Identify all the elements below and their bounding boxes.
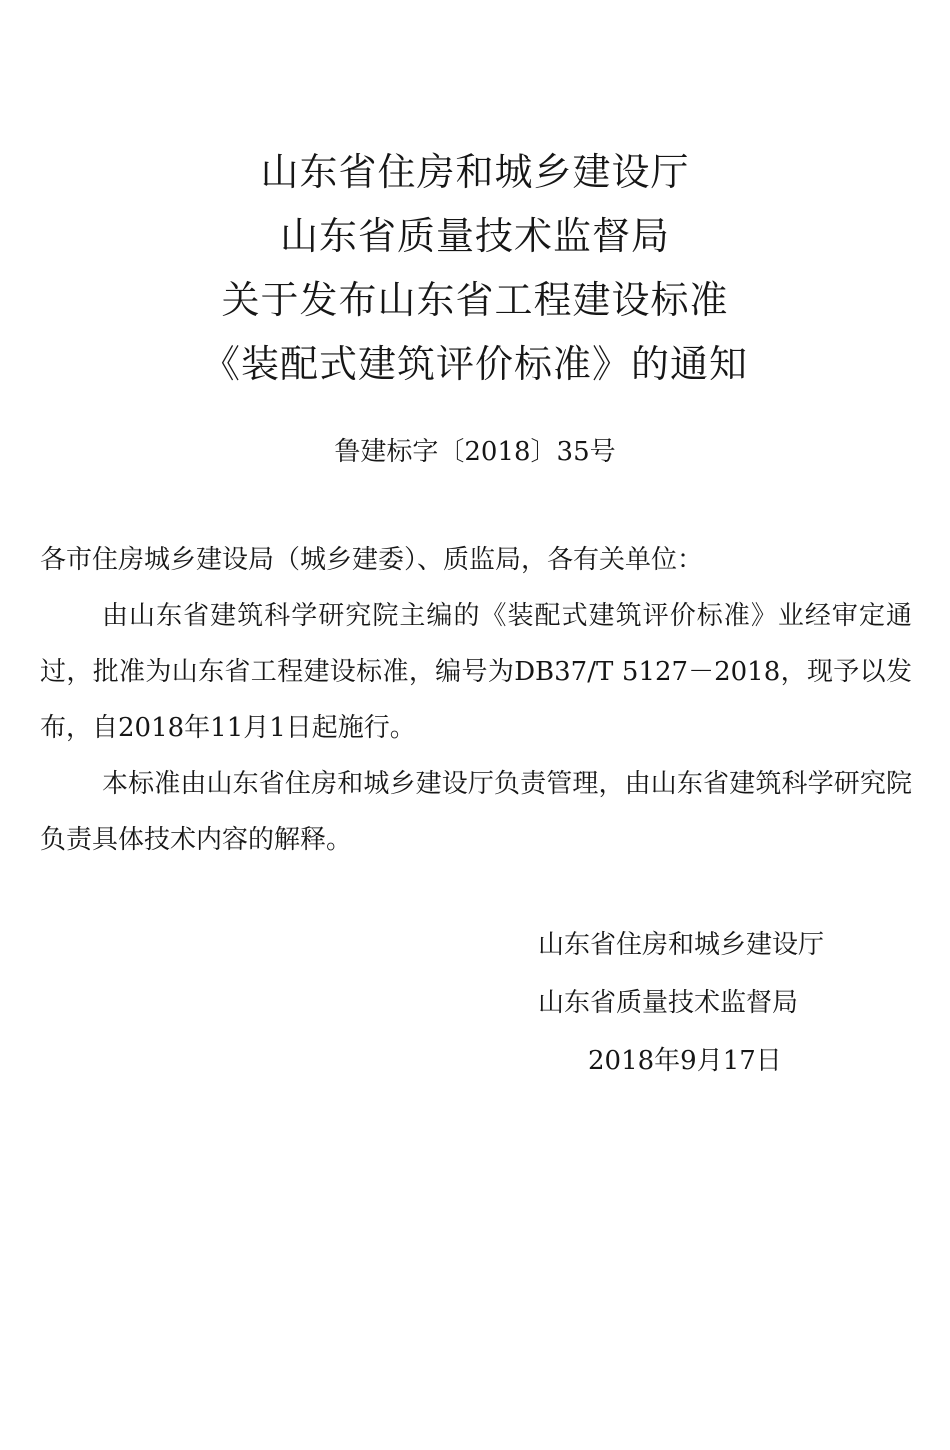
addressee: 各市住房城乡建设局（城乡建委）、质监局，各有关单位： — [40, 545, 704, 575]
paragraph-management: 本标准由山东省住房和城乡建设厅负责管理，由山东省建筑科学研究院负责具体技术内容的解释。 — [40, 769, 912, 855]
title-line-issuer-1: 山东省住房和城乡建设厅 — [260, 150, 690, 194]
notice-title — [0, 140, 950, 396]
signature-org-housing-dept: 山东省住房和城乡建设厅 — [538, 930, 825, 960]
notice-body — [40, 532, 912, 868]
document-number: 鲁建标字〔2018〕35号 — [334, 437, 616, 467]
signature-block — [538, 916, 918, 1090]
signature-org-quality-bureau: 山东省质量技术监督局 — [538, 988, 799, 1018]
paragraph-approval: 由山东省建筑科学研究院主编的《装配式建筑评价标准》业经审定通过，批准为山东省工程建设标准，编号为DB37/T 5127－2018，现予以发布，自2018年11月1日起施行。 — [40, 601, 912, 743]
signature-date: 2018年9月17日 — [588, 1046, 782, 1076]
title-line-standard-name: 《装配式建筑评价标准》的通知 — [201, 342, 748, 386]
title-line-issuer-2: 山东省质量技术监督局 — [279, 214, 670, 258]
title-line-subject: 关于发布山东省工程建设标准 — [221, 278, 729, 322]
